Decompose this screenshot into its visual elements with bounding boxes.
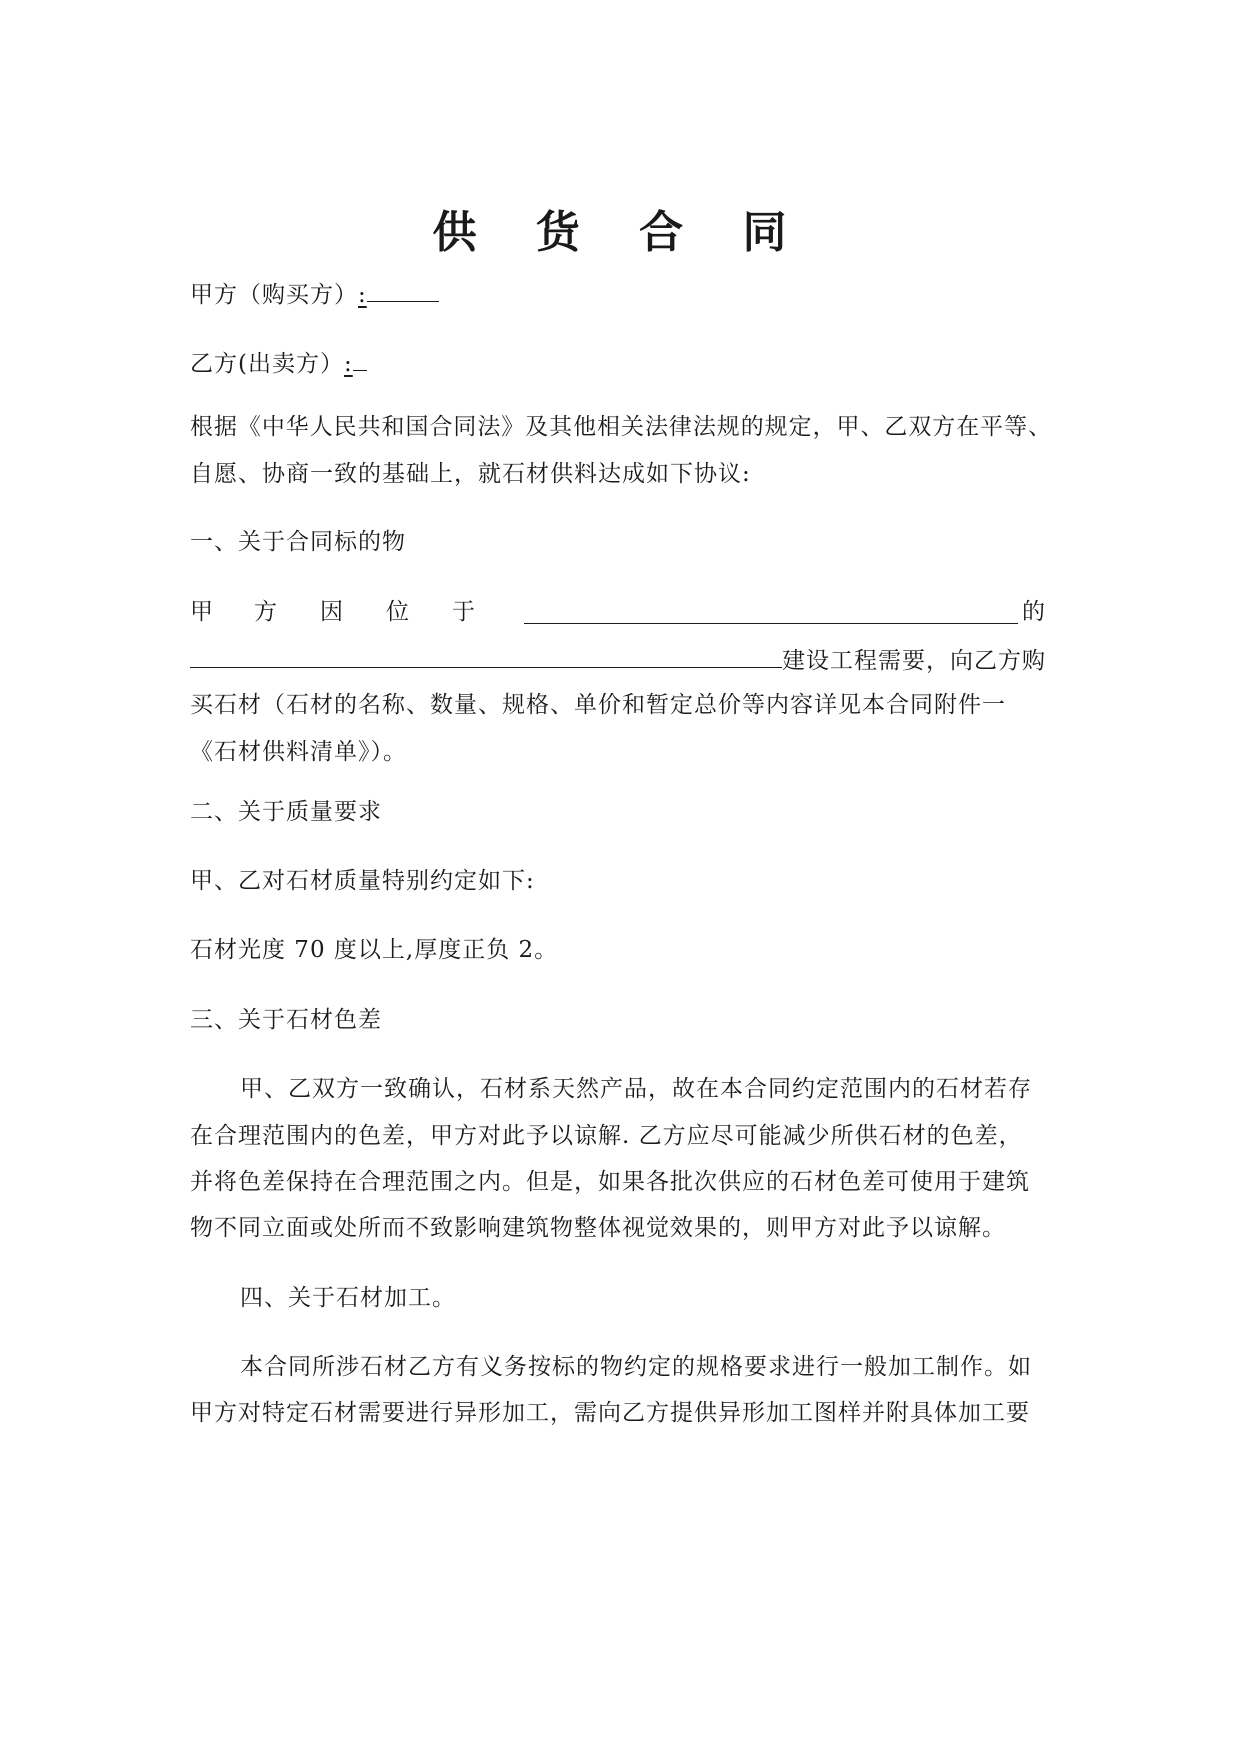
section2-line-2: 石材光度 70 度以上,厚度正负 2。 <box>190 937 559 963</box>
project-blank[interactable] <box>190 643 782 668</box>
party-b-label: 乙方(出卖方） <box>190 351 344 377</box>
location-blank[interactable] <box>524 599 1018 624</box>
party-b-line <box>190 346 367 379</box>
section1-line-3: 买石材（石材的名称、数量、规格、单价和暂定总价等内容详见本合同附件一 <box>190 692 1006 718</box>
section3-line-4: 物不同立面或处所而不致影响建筑物整体视觉效果的，则甲方对此予以谅解。 <box>190 1215 1006 1241</box>
party-a-label: 甲方（购买方） <box>190 282 358 308</box>
section2-heading: 二、关于质量要求 <box>190 799 382 825</box>
party-b-colon: : <box>343 351 353 377</box>
party-a-colon: : <box>358 282 367 308</box>
section4-heading: 四、关于石材加工。 <box>240 1285 456 1311</box>
section3-heading: 三、关于石材色差 <box>190 1007 382 1033</box>
section1-de: 的 <box>1022 599 1046 625</box>
section3-line-1: 甲、乙双方一致确认，石材系天然产品，故在本合同约定范围内的石材若存 <box>240 1076 1032 1102</box>
section4-line-1: 本合同所涉石材乙方有义务按标的物约定的规格要求进行一般加工制作。如 <box>240 1354 1032 1380</box>
document-title: 供 货 合 同 <box>432 207 809 258</box>
preamble-line-1: 根据《中华人民共和国合同法》及其他相关法律法规的规定，甲、乙双方在平等、 <box>190 414 1053 440</box>
section3-line-3: 并将色差保持在合理范围之内。但是，如果各批次供应的石材色差可使用于建筑 <box>190 1169 1030 1195</box>
section1-line-4: 《石材供料清单》）。 <box>190 739 407 765</box>
section1-char: 方 <box>254 599 278 625</box>
section1-line-2 <box>190 643 1046 676</box>
section1-heading: 一、关于合同标的物 <box>190 529 406 555</box>
section1-line2-tail: 建设工程需要，向乙方购 <box>782 648 1046 674</box>
section2-line-1: 甲、乙对石材质量特别约定如下: <box>190 868 535 894</box>
section4-line-2: 甲方对特定石材需要进行异形加工，需向乙方提供异形加工图样并附具体加工要 <box>190 1400 1030 1426</box>
preamble-line-2: 自愿、协商一致的基础上，就石材供料达成如下协议: <box>190 461 751 487</box>
party-b-blank[interactable] <box>353 346 367 371</box>
party-a-blank[interactable] <box>367 277 439 302</box>
section1-char: 因 <box>320 599 344 625</box>
party-a-line <box>190 277 439 310</box>
section1-char: 甲 <box>190 599 214 625</box>
section1-char: 位 <box>386 599 410 625</box>
section1-char: 于 <box>452 599 476 625</box>
section3-line-2: 在合理范围内的色差，甲方对此予以谅解. 乙方应尽可能减少所供石材的色差， <box>190 1123 1023 1149</box>
